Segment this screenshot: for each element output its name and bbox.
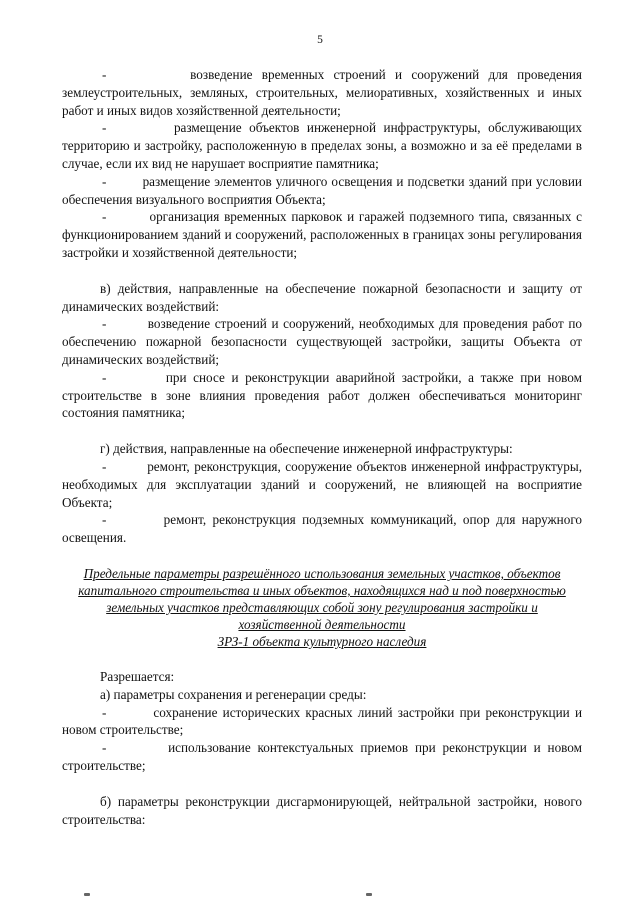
spacer bbox=[62, 650, 582, 668]
list-item: - возведение временных строений и сооружений для проведения землеустроительных, земляных, строительных, мелиоративных, хозяйственных и иных работ и иных видов хозяйственной деятельности; bbox=[62, 67, 582, 118]
list-item: - при сносе и реконструкции аварийной застройки, а также при новом строительстве в зоне влияния проведения работ должен обеспечиваться мониторинг состояния памятника; bbox=[62, 369, 582, 421]
section-g-heading: г) действия, направленные на обеспечение инженерной инфраструктуры: bbox=[100, 441, 513, 457]
section-title bbox=[62, 565, 582, 650]
list-item: - размещение элементов уличного освещения и подсветки зданий при условии обеспечения визуального восприятия Объекта; bbox=[62, 173, 582, 207]
spacer bbox=[62, 262, 582, 280]
text-fragment-mark bbox=[84, 893, 90, 896]
spacer bbox=[62, 547, 582, 565]
list-item: - возведение строений и сооружений, необходимых для проведения работ по обеспечению пожарной безопасности существующей застройки, защиты Объекта от динамических воздействий; bbox=[62, 316, 582, 367]
section-a-heading: а) параметры сохранения и регенерации среды: bbox=[100, 686, 367, 702]
spacer bbox=[62, 775, 582, 793]
section-title-sub: ЗРЗ-1 объекта культурного наследия bbox=[217, 633, 427, 649]
list-item: - ремонт, реконструкция подземных коммуникаций, опор для наружного освещения. bbox=[62, 512, 582, 546]
page-number: 5 bbox=[317, 34, 323, 46]
cut-off-text-fragments bbox=[0, 893, 640, 905]
spacer bbox=[62, 422, 582, 440]
section-v-heading: в) действия, направленные на обеспечение пожарной безопасности и защиту от динамических воздействий: bbox=[62, 280, 582, 314]
text-fragment-mark bbox=[366, 893, 372, 896]
list-item: - сохранение исторических красных линий застройки при реконструкции и новом строительстве; bbox=[62, 704, 582, 738]
list-item: - организация временных парковок и гаражей подземного типа, связанных с функционированием зданий и сооружений, расположенных в границах зоны регулирования застройки и хозяйственной деятельности; bbox=[62, 209, 582, 260]
section-title-main: Предельные параметры разрешённого использования земельных участков, объектов капитального строительства и иных объектов, находящихся над и под поверхностью земельных участков представляющих собой зону регулирования застройки и хозяйственной деятельности bbox=[78, 565, 566, 632]
allowed-label: Разрешается: bbox=[100, 668, 175, 684]
list-item: - использование контекстуальных приемов при реконструкции и новом строительстве; bbox=[62, 740, 582, 773]
document-body bbox=[62, 66, 582, 828]
list-item: - ремонт, реконструкция, сооружение объектов инженерной инфраструктуры, необходимых для эксплуатации зданий и сооружений, не влияющей на восприятие Объекта; bbox=[62, 458, 582, 510]
list-item: - размещение объектов инженерной инфраструктуры, обслуживающих территорию и застройку, расположенную в пределах зоны, а возможно и за её пределами в случае, если их вид не нарушает восприятие памятника; bbox=[62, 120, 582, 171]
section-b-heading: б) параметры реконструкции дисгармонирующей, нейтральной застройки, нового строительства: bbox=[62, 793, 582, 827]
